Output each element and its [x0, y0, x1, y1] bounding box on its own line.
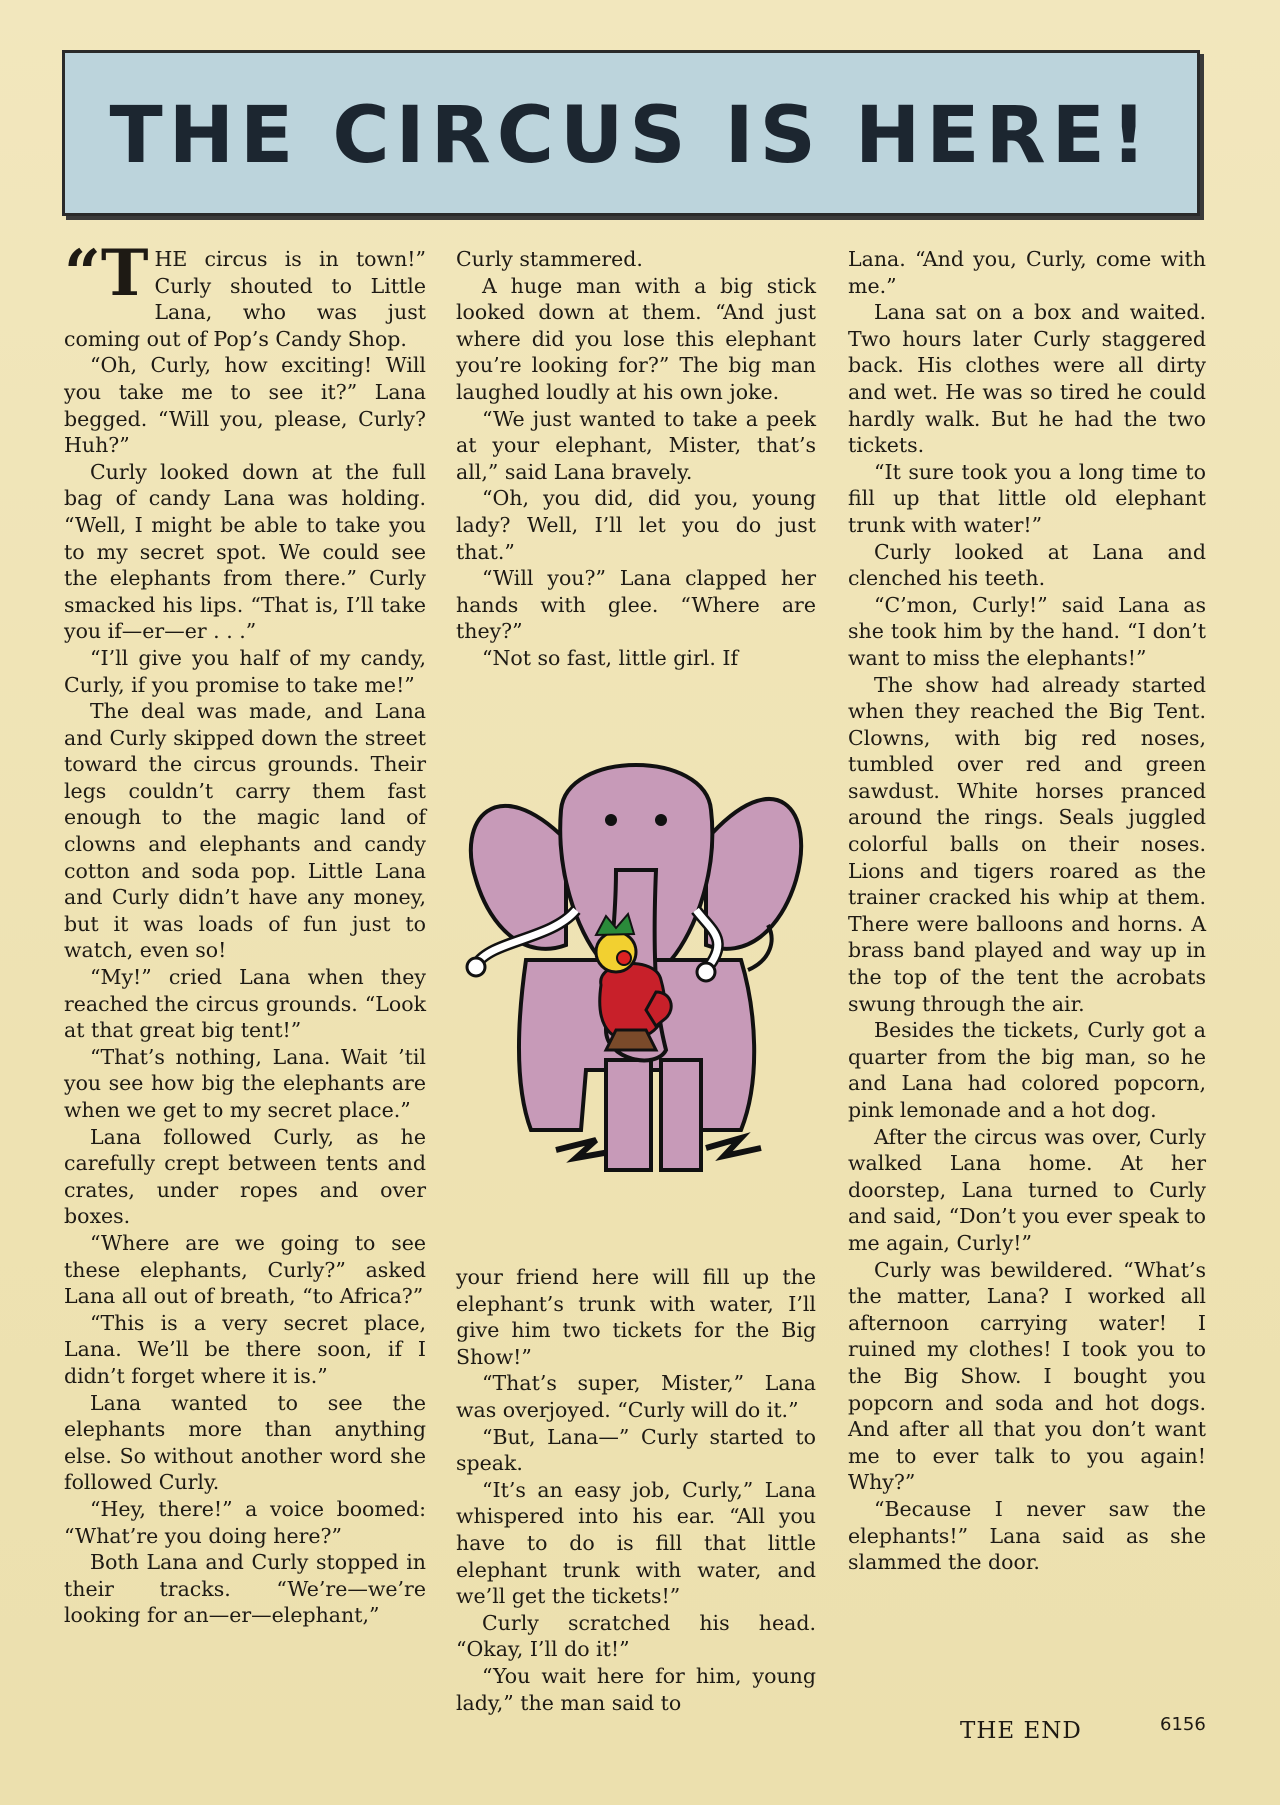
text-column-2-bottom — [456, 1264, 816, 1716]
paragraph: “It’s an easy job, Curly,” Lana whispered into his ear. “All you have to do is fill that little elephant trunk with water, and we’ll get the tickets!” — [456, 1477, 816, 1609]
paragraph: “Oh, Curly, how exciting! Will you take me to see it?” Lana begged. “Will you, please, Curly? Huh?” — [64, 353, 426, 458]
paragraph: “This is a very secret place, Lana. We’ll be there soon, if I didn’t forget where it is.” — [64, 1310, 426, 1388]
paragraph: Lana wanted to see the elephants more than anything else. So without another word she followed Curly. — [64, 1390, 426, 1495]
paragraph: The deal was made, and Lana and Curly skipped down the street toward the circus grounds. Their legs couldn’t carry them fast enough to the magic land of clowns and elephants and candy cotton and soda pop. Little Lana and Curly didn’t have any money, but it was loads of fun just to watch, even so! — [64, 699, 426, 963]
paragraph: “My!” cried Lana when they reached the circus grounds. “Look at that great big tent!” — [64, 965, 426, 1043]
paragraph: Curly stammered. — [456, 247, 643, 271]
paragraph: “C’mon, Curly!” said Lana as she took him by the hand. “I don’t want to miss the elephants!” — [848, 592, 1206, 670]
paragraph: “Not so fast, little girl. If — [482, 645, 739, 670]
paragraph: Lana followed Curly, as he carefully crept between tents and crates, under ropes and over boxes. — [64, 1124, 426, 1229]
paragraph: your friend here will fill up the elephant’s trunk with water, I’ll give him two tickets for the Big Show!” — [456, 1265, 816, 1369]
page-code: 6156 — [1160, 1714, 1206, 1735]
paragraph: “That’s nothing, Lana. Wait ’til you see how big the elephants are when we get to my secret place.” — [64, 1044, 426, 1122]
elephant-eye — [605, 814, 617, 826]
paragraph: After the circus was over, Curly walked Lana home. At her doorstep, Lana turned to Curly and said, “Don’t you ever speak to me again, Curly!” — [848, 1124, 1206, 1255]
paragraph: Curly looked down at the full bag of candy Lana was holding. “Well, I might be able to take you to my secret spot. We could see the elephants from there.” Curly smacked his lips. “That is, I’ll take you if—er—er . . .” — [64, 459, 426, 644]
paragraph: “Oh, you did, did you, young lady? Well, I’ll let you do just that.” — [456, 486, 816, 564]
paragraph: “That’s super, Mister,” Lana was overjoyed. “Curly will do it.” — [456, 1371, 816, 1422]
story-title: THE CIRCUS IS HERE! — [109, 91, 1153, 181]
paragraph: “We just wanted to take a peek at your elephant, Mister, that’s all,” said Lana bravely. — [456, 406, 816, 484]
paragraph: “I’ll give you half of my candy, Curly, if you promise to take me!” — [64, 645, 426, 697]
elephant-front-legs — [606, 1060, 651, 1170]
paragraph: “Because I never saw the elephants!” Lana said as she slammed the door. — [848, 1496, 1206, 1575]
text-column-1 — [64, 236, 426, 1629]
paragraph: “It sure took you a long time to fill up that little old elephant trunk with water!” — [848, 459, 1206, 537]
paragraph: Curly looked at Lana and clenched his teeth. — [848, 539, 1206, 591]
motion-lines — [556, 1138, 761, 1158]
paragraph: Lana. “And you, Curly, come with me.” — [848, 247, 1206, 298]
paragraph: “Hey, there!” a voice boomed: “What’re you doing here?” — [64, 1496, 426, 1548]
drop-cap: “T — [64, 236, 149, 311]
paragraph: “Where are we going to see these elephants, Curly?” asked Lana all out of breath, “to Africa?” — [64, 1230, 426, 1309]
paragraph: “Will you?” Lana clapped her hands with glee. “Where are they?” — [456, 566, 816, 644]
paragraph: Curly scratched his head. “Okay, I’ll do it!” — [456, 1610, 816, 1662]
paragraph: “You wait here for him, young lady,” the man said to — [456, 1663, 816, 1715]
paragraph: “But, Lana—” Curly started to speak. — [456, 1424, 816, 1476]
title-banner — [62, 50, 1200, 216]
paragraph: Curly was bewildered. “What’s the matter, Lana? I worked all afternoon carrying water! I ruined my clothes! I took you to the Big Show. I bought you popcorn and soda and hot dogs. And after all that you don’t want me to ever talk to you again! Why?” — [848, 1257, 1206, 1495]
text-column-2-top — [456, 246, 816, 672]
paragraph: The show had already started when they reached the Big Tent. Clowns, with big red noses, tumbled over red and green sawdust. White horses pranced around the rings. Seals juggled colorful balls on their noses. Lions and tigers roared as the trainer cracked his whip at them. There were balloons and horns. A brass band played and way up in the top of the tent the acrobats swung through the air. — [848, 672, 1206, 1016]
paragraph: Besides the tickets, Curly got a quarter from the big man, so he and Lana had colored popcorn, pink lemonade and a hot dog. — [848, 1018, 1206, 1122]
paragraph: Both Lana and Curly stopped in their tracks. “We’re—we’re looking for an—er—elephant,” — [64, 1550, 426, 1628]
text-column-3 — [848, 246, 1206, 1576]
the-end-label: THE END — [960, 1718, 1082, 1744]
paragraph: A huge man with a big stick looked down at them. “And just where did you lose this elephant you’re looking for?” The big man laughed loudly at his own joke. — [456, 273, 816, 404]
paragraph: Lana sat on a box and waited. Two hours later Curly staggered back. His clothes were all dirty and wet. He was so tired he could hardly walk. But he had the two tickets. — [848, 300, 1206, 458]
elephant-right-ear — [706, 799, 801, 949]
paragraph: “T HE circus is in town!” Curly shouted to Little Lana, who was just coming out of Pop’s Candy Shop. — [64, 236, 426, 351]
elephant-illustration — [456, 730, 818, 1200]
